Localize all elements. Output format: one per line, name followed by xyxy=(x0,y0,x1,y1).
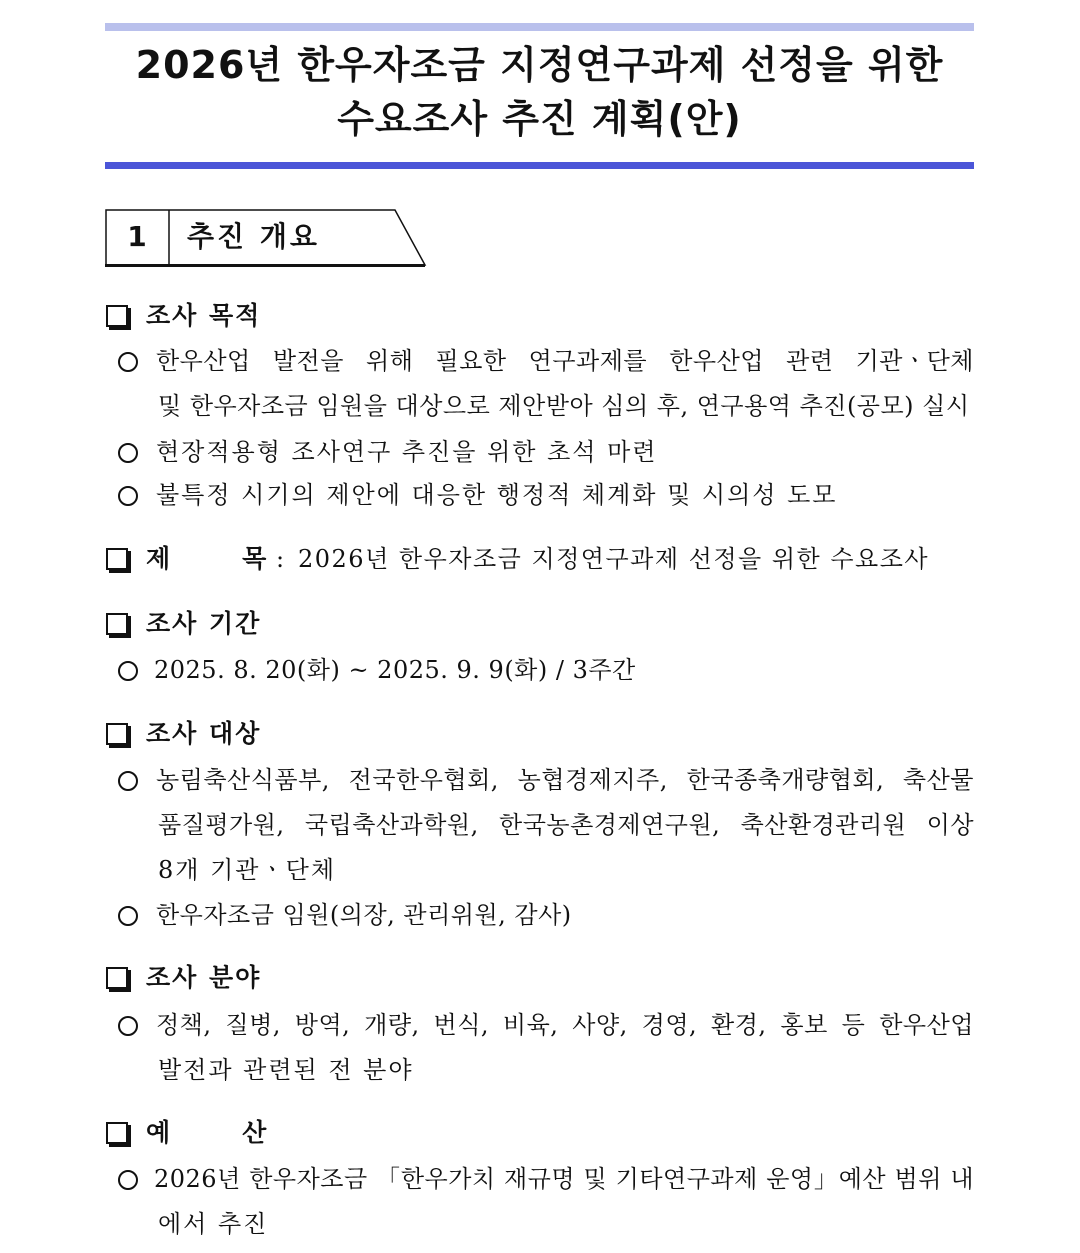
heading-period xyxy=(104,606,261,642)
field-item-1-line-1: 정책, 질병, 방역, 개량, 번식, 비육, 사양, 경영, 환경, 홍보 등 한우산업 xyxy=(156,1011,974,1039)
section-number: 1 xyxy=(127,220,147,253)
target-item-1-line-1: 농림축산식품부, 전국한우협회, 농협경제지주, 한국종축개량협회, 축산물 xyxy=(156,766,974,794)
title-rule-bottom xyxy=(105,162,974,169)
heading-target xyxy=(104,716,261,752)
heading-budget-label-tail: 산 xyxy=(242,1118,269,1147)
heading-subject-label: 제 xyxy=(146,544,173,573)
bullet-circle-icon xyxy=(118,771,138,791)
heading-period-label: 조사 기간 xyxy=(146,609,262,638)
heading-target-label: 조사 대상 xyxy=(146,719,262,748)
purpose-item-3: 불특정 시기의 제안에 대응한 행정적 체계화 및 시의성 도모 xyxy=(156,481,838,509)
heading-field xyxy=(104,960,261,996)
subject-value: 2026년 한우자조금 지정연구과제 선정을 위한 수요조사 xyxy=(298,545,930,573)
bullet-circle-icon xyxy=(118,443,138,463)
subject-separator: : xyxy=(276,545,285,573)
checkbox-square-icon xyxy=(106,723,128,745)
purpose-item-2: 현장적용형 조사연구 추진을 위한 초석 마련 xyxy=(156,438,658,466)
bullet-circle-icon xyxy=(118,486,138,506)
heading-budget-label: 예 xyxy=(146,1118,173,1147)
bullet-circle-icon xyxy=(118,661,138,681)
bullet-circle-icon xyxy=(118,1170,138,1190)
checkbox-square-icon xyxy=(106,548,128,570)
target-item-1-line-2: 품질평가원, 국립축산과학원, 한국농촌경제연구원, 축산환경관리원 이상 xyxy=(158,811,974,839)
heading-subject-label-tail: 목 xyxy=(242,544,269,573)
bullet-circle-icon xyxy=(118,352,138,372)
target-item-2: 한우자조금 임원(의장, 관리위원, 감사) xyxy=(156,901,572,929)
heading-budget xyxy=(104,1115,268,1151)
document-title xyxy=(105,38,974,146)
checkbox-square-icon xyxy=(106,613,128,635)
checkbox-square-icon xyxy=(106,305,128,327)
title-rule-top xyxy=(105,23,974,31)
target-item-1-line-3: 8개 기관ㆍ단체 xyxy=(158,856,337,884)
budget-item-1-line-1: 2026년 한우자조금 「한우가치 재규명 및 기타연구과제 운영」예산 범위 내 xyxy=(154,1165,974,1193)
field-item-1-line-2: 발전과 관련된 전 분야 xyxy=(158,1056,414,1084)
bullet-circle-icon xyxy=(118,1016,138,1036)
heading-purpose-label: 조사 목적 xyxy=(146,301,262,330)
title-line-1: 2026년 한우자조금 지정연구과제 선정을 위한 xyxy=(135,43,944,87)
heading-purpose xyxy=(104,298,261,334)
purpose-item-1-line-1: 한우산업 발전을 위해 필요한 연구과제를 한우산업 관련 기관ㆍ단체 xyxy=(156,347,974,375)
checkbox-square-icon xyxy=(106,1122,128,1144)
heading-subject xyxy=(104,541,268,577)
bullet-circle-icon xyxy=(118,906,138,926)
section-header xyxy=(105,209,427,267)
heading-field-label: 조사 분야 xyxy=(146,963,262,992)
section-label: 추진 개요 xyxy=(187,220,320,253)
checkbox-square-icon xyxy=(106,967,128,989)
period-item-1: 2025. 8. 20(화) ~ 2025. 9. 9(화) / 3주간 xyxy=(154,656,636,684)
budget-item-1-line-2: 에서 추진 xyxy=(158,1210,269,1238)
title-line-2: 수요조사 추진 계획(안) xyxy=(337,97,742,141)
purpose-item-1-line-2: 및 한우자조금 임원을 대상으로 제안받아 심의 후, 연구용역 추진(공모) 실시 xyxy=(158,392,970,420)
